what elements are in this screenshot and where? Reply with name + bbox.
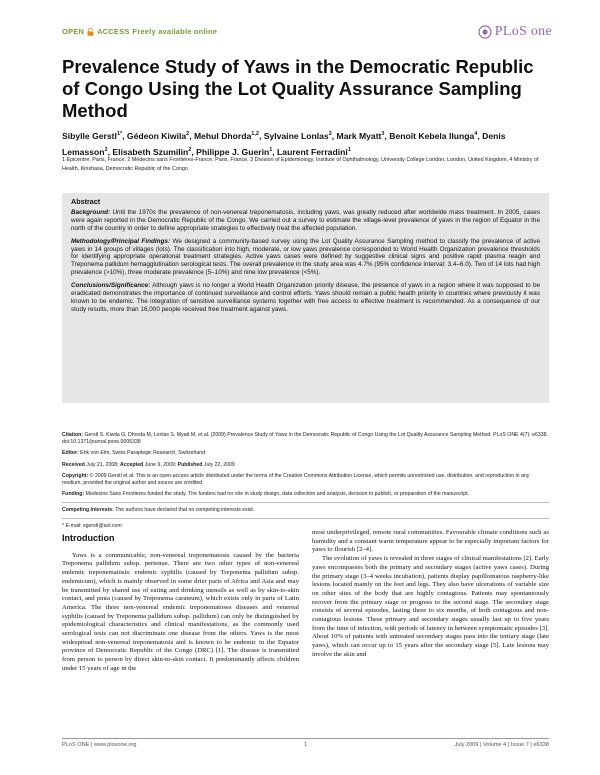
footer-issue: July 2009 | Volume 4 | Issue 7 | e6338 xyxy=(454,742,549,748)
author-name: Gédeon Kiwila xyxy=(126,130,187,141)
author-name: Sibylle Gerstl xyxy=(62,130,117,141)
author-affiliation-mark: 2 xyxy=(328,131,332,137)
author-affiliation-mark: 1 xyxy=(269,146,273,153)
divider xyxy=(62,502,549,503)
author-affiliation-mark: 2 xyxy=(188,146,192,153)
funding: Funding: Medecins Sans Frontieres funded the study. The funders had no role in study design, data collection and analysis, decision to publish, or preparation of the manuscript. xyxy=(62,491,469,498)
author-list: Sibylle Gerstl$^{1*}$, Gédeon Kiwila$^2$, Mehul Dhorda$^{1,2}$, Sylvaine Lonlas$^2$, Mark Myatt$^3$, Benoît Kebela Ilunga$^4$, Denis Lemasson$^2$, Elisabeth Szumilin$^2$, Philippe J. Guerin$^1$, Laurent Ferradini$^1$ xyxy=(62,130,506,157)
journal-header xyxy=(62,24,552,48)
article-title: Prevalence Study of Yaws in the Democratic Republic of Congo Using the Lot Quality Assurance Sampling Method xyxy=(62,56,534,121)
citation: Citation: Gerstl S, Kiwila G, Dhorda M, Lonlas S, Myatt M, et al. (2009) Prevalence Study of Yaws in the Democratic Republic of Congo Using the Lot Quality Assurance Sampling Method. PLoS ONE 4(7): e6338. doi:10.1371/journal.pone.0006338 xyxy=(62,432,548,446)
page-number: 1 xyxy=(304,742,308,748)
abstract-background: Background: Until the 1970s the prevalence of non-venereal treponematosis, including yaws, was greatly reduced after worldwide mass treatment. In 2005, cases were again reported in the Democratic Republic of the Congo. We carried out a survey to estimate the village-level prevalence of yaws in the region of Equator in the north of the country in order to define appropriate strategies to effectively treat the affected population. xyxy=(71,208,540,232)
freely-available-label: Freely available online xyxy=(132,27,218,36)
plos-logo-icon xyxy=(478,25,492,39)
body-right-column xyxy=(312,529,549,660)
editor: Editor: Erik von Elm, Swiss Paraplegic Research, Switzerland xyxy=(62,450,205,457)
plos-one-logo xyxy=(478,24,552,40)
author-name: Laurent Ferradini xyxy=(277,146,348,157)
footer-journal: PLoS ONE | www.plosone.org xyxy=(62,742,137,748)
author-name: Denis Lemasson xyxy=(62,130,506,157)
open-lock-icon xyxy=(87,28,94,36)
author-name: Benoît Kebela Ilunga xyxy=(389,130,475,141)
author-affiliation-mark: 1 xyxy=(347,146,351,153)
author-name: Sylvaine Lonlas xyxy=(263,130,329,141)
author-name: Mark Myatt xyxy=(336,130,382,141)
divider xyxy=(62,518,549,519)
introduction-heading: Introduction xyxy=(62,533,115,543)
author-name: Elisabeth Szumilin xyxy=(112,146,189,157)
author-affiliation-mark: 2 xyxy=(186,131,190,137)
affiliations: 1 Epicentre, Paris, France, 2 Médecins sans Frontières-France, Paris, France, 3 Division of Epidemiology, Institute of Ophthalmology, University College London, London, United Kingdom, 4 Ministry of Health, Kinshasa, Democratic Republic of the Congo xyxy=(62,157,539,172)
article-metadata xyxy=(62,432,549,534)
author-affiliation-mark: 2 xyxy=(104,146,108,153)
right-paragraph-2: The evolution of yaws is revealed in three stages of clinical manifestations [2]. Early yaws encompasses both the primary and secondary stages (active yaws cases). During the primary stage (3–4 weeks incubation), patients display papillomatous raspberry-like lesions located mainly on the feet and legs. They also have ulcerations of variable size on other sites of the body that are highly contagious. Patients may spontaneously recover from the primary stage or progress to the second stage. The secondary stage consists of several episodes, lasting three to six months, of both contagious and non-contagious lesions. These primary and secondary stages usually last up to five years from the time of infection, with periods of latency in between symptomatic episodes [3]. About 10% of patients with untreated secondary stages pass into the tertiary stage (late yaws), which can occur up to 15 years after the secondary stage [5]. Late lesions may involve the skin and xyxy=(312,555,549,658)
dates: Received July 21, 2008; Accepted June 9, 2009; Published July 22, 2009 xyxy=(62,461,235,468)
author-affiliation-mark: 1* xyxy=(116,131,123,137)
page-footer xyxy=(62,738,549,750)
competing-interests: Competing Interests: The authors have declared that no competing interests exist. xyxy=(62,507,255,514)
abstract-methods: Methodology/Principal Findings: We designed a community-based survey using the Lot Quality Assurance Sampling method to classify the prevalence of active yaws in 14 groups of villages (lots). The classification into high, moderate, or low yaws prevalence corresponded to World Health Organization prevalence thresholds for identifying appropriate operational treatment strategies. Active yaws cases were defined by suggestive clinical signs and positive rapid plasma reagin and Treponema pallidum hemagglutination serological tests. The overall prevalence in the study area was 4.7% (95% confidence interval: 3.4–6.0). Two of 14 lots had high prevalence (>10%), three moderate prevalence (5–10%) and nine low prevalence (<5%). xyxy=(71,237,540,277)
abstract-box xyxy=(62,193,549,403)
email: * E-mail: sgerstl@aol.com xyxy=(62,522,122,529)
author-name: Mehul Dhorda xyxy=(193,130,252,141)
open-label: OPEN xyxy=(62,27,85,36)
open-access-badge xyxy=(62,27,217,36)
author-affiliation-mark: 1,2 xyxy=(251,131,259,137)
right-paragraph-1: most underprivileged, remote rural communities. Favourable climate conditions such as humidity and a constant warm temperature appear to be especially important factors for yaws to flourish [2–4]. xyxy=(312,529,549,554)
author-name: Philippe J. Guerin xyxy=(196,146,270,157)
author-affiliation-mark: 4 xyxy=(474,131,478,137)
intro-paragraph: Yaws is a communicable, non-venereal treponematosis caused by the bacteria Treponema pallidum subsp. pertenue. There are two other types of non-venereal endemic treponematosis: endemic syphilis (caused by Treponema pallidum subsp. endemicum), which is mainly observed in some drier parts of Africa and Asia and may be transmitted by shared use of eating and drinking utensils as well as by skin-to-skin contact, and pinta (caused by Treponema carateum), which exists only in parts of Latin America. The three non-venereal endemic treponematoses diseases and venereal syphilis (caused by Treponema pallidum subsp. pallidum) can only be distinguished by epidemiological characteristics and clinical manifestations, as the commonly used serological tests can not discriminate one disease from the others. Yaws is the most widespread non-venereal treponematosis and is known to be endemic in the Equator province of Democratic Republic of the Congo (DRC) [1]. The disease is transmitted from person to person by direct skin-to-skin contact. It predominantly affects children under 15 years of age in the xyxy=(62,551,299,672)
journal-logo-text: PLoS one xyxy=(494,24,552,39)
author-affiliation-mark: 3 xyxy=(381,131,385,137)
copyright: Copyright: © 2009 Gerstl et al. This is an open-access article distributed under the terms of the Creative Commons Attribution License, which permits unrestricted use, distribution, and reproduction in any medium, provided the original author and source are credited. xyxy=(62,472,530,487)
body-left-column xyxy=(62,534,299,674)
abstract-conclusions: Conclusions/Significance: Although yaws is no longer a World Health Organization priority disease, the presence of yaws in a region where it was supposed to be eradicated demonstrates the importance of continued surveillance and control efforts. Yaws should remain a public health priority in countries where previously it was known to be endemic. The integration of sensitive surveillance systems together with free access to effective treatment is recommended. As a consequence of our study results, more than 16,000 people received free treatment against yaws. xyxy=(71,282,540,313)
abstract-heading: Abstract xyxy=(71,197,101,206)
access-label: ACCESS xyxy=(97,27,130,36)
